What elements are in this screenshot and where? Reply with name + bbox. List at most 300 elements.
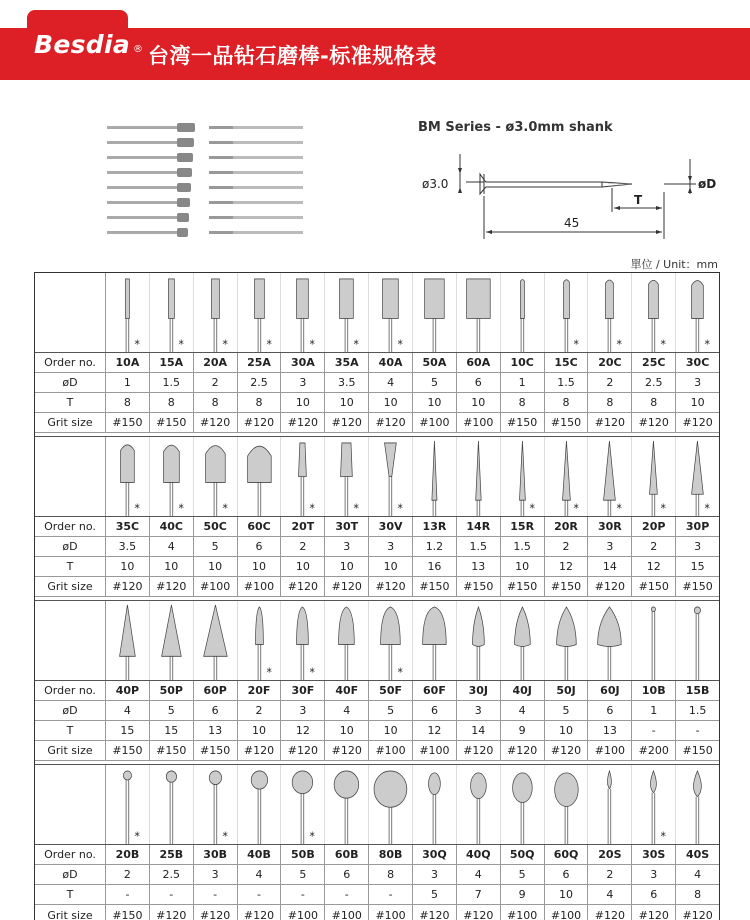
table-cell: 5: [194, 537, 238, 556]
table-cell: 8: [501, 393, 545, 412]
table-cell: 25B: [150, 845, 194, 864]
table-cell: 12: [545, 557, 589, 576]
table-cell: 50Q: [501, 845, 545, 864]
table-cell: 2.5: [150, 865, 194, 884]
table-cell: 20T: [281, 517, 325, 536]
table-cell: #120: [325, 413, 369, 432]
burr-icon-20a: [194, 273, 238, 352]
table-cell: 6: [413, 701, 457, 720]
table-cell: 10: [194, 557, 238, 576]
table-cell: #200: [632, 741, 676, 760]
svg-text:*: *: [660, 337, 667, 352]
burr-icon-20s: [588, 765, 632, 844]
row-label: Grit size: [35, 413, 106, 432]
burr-icon-40b: [238, 765, 282, 844]
burr-icon-60f: [413, 601, 457, 680]
table-cell: 4: [457, 865, 501, 884]
table-cell: #100: [238, 577, 282, 596]
table-cell: 13R: [413, 517, 457, 536]
table-cell: 3.5: [106, 537, 150, 556]
table-cell: 35C: [106, 517, 150, 536]
svg-text:*: *: [310, 501, 316, 516]
burr-icon-30t: [325, 437, 369, 516]
table-cell: #100: [457, 413, 501, 432]
burr-icon-40p: [106, 601, 150, 680]
table-cell: 50A: [413, 353, 457, 372]
table-cell: 25C: [632, 353, 676, 372]
table-cell: #120: [281, 741, 325, 760]
svg-text:*: *: [617, 501, 623, 516]
table-cell: 30B: [194, 845, 238, 864]
table-cell: #100: [281, 905, 325, 920]
svg-text:*: *: [134, 829, 140, 844]
burr-icons-row: [35, 601, 719, 681]
table-cell: 40P: [106, 681, 150, 700]
table-cell: #120: [457, 741, 501, 760]
table-cell: 3: [281, 701, 325, 720]
table-cell: 2.5: [632, 373, 676, 392]
burr-icon-13r: [413, 437, 457, 516]
table-cell: -: [238, 885, 282, 904]
page-title: 台湾一品钻石磨棒-标准规格表: [148, 44, 437, 68]
table-cell: 1: [106, 373, 150, 392]
table-cell: #150: [632, 577, 676, 596]
table-cell: 15: [150, 721, 194, 740]
table-cell: 2: [588, 373, 632, 392]
table-cell: 8: [545, 393, 589, 412]
svg-text:*: *: [529, 501, 535, 516]
burr-icon-50j: [545, 601, 589, 680]
burr-icon-50f: [369, 601, 413, 680]
table-cell: 60A: [457, 353, 501, 372]
table-cell: 40B: [238, 845, 282, 864]
dimension-drawing: [412, 144, 730, 244]
table-cell: 10: [281, 557, 325, 576]
table-cell: #100: [413, 413, 457, 432]
table-cell: 10: [238, 721, 282, 740]
burr-icon-25c: [632, 273, 676, 352]
table-cell: 1.2: [413, 537, 457, 556]
table-cell: 40S: [685, 848, 710, 861]
burr-icon-50q: [501, 765, 545, 844]
row-label: T: [35, 721, 106, 740]
table-cell: 5: [545, 701, 589, 720]
table-cell: 12: [632, 557, 676, 576]
burr-icon-30q: [413, 765, 457, 844]
table-cell: #150: [682, 744, 713, 757]
table-cell: 40Q: [457, 845, 501, 864]
burr-icon-30p: [676, 437, 719, 516]
table-cell: #120: [150, 577, 194, 596]
row-label: Order no.: [35, 517, 106, 536]
table-cell: 6: [457, 373, 501, 392]
table-cell: 50B: [281, 845, 325, 864]
table-cell: #150: [457, 577, 501, 596]
table-cell: 10: [325, 557, 369, 576]
row-label: Order no.: [35, 845, 106, 864]
table-cell: 10: [369, 721, 413, 740]
burr-icon-30j: [457, 601, 501, 680]
table-cell: 10A: [106, 353, 150, 372]
burr-icon-25a: [238, 273, 282, 352]
svg-text:*: *: [134, 337, 140, 352]
table-row: [35, 537, 719, 557]
table-cell: 1: [501, 373, 545, 392]
table-cell: 2: [238, 701, 282, 720]
table-cell: #150: [194, 741, 238, 760]
head-diameter-label: øD: [698, 177, 717, 191]
table-cell: 10: [238, 557, 282, 576]
table-cell: 8: [106, 393, 150, 412]
table-cell: 14: [457, 721, 501, 740]
table-cell: #120: [194, 905, 238, 920]
table-cell: 15A: [150, 353, 194, 372]
burr-icon-50a: [413, 273, 457, 352]
table-cell: #120: [281, 577, 325, 596]
table-cell: #120: [632, 413, 676, 432]
table-row: [35, 741, 719, 761]
table-cell: 13: [457, 557, 501, 576]
table-row: [35, 865, 719, 885]
table-cell: 1.5: [545, 373, 589, 392]
burr-icon-30b: [194, 765, 238, 844]
table-cell: 1.5: [501, 537, 545, 556]
table-cell: 40A: [369, 353, 413, 372]
table-cell: 3.5: [325, 373, 369, 392]
table-cell: 10: [325, 393, 369, 412]
table-cell: 3: [632, 865, 676, 884]
table-cell: #120: [325, 577, 369, 596]
burr-icon-20b: [106, 765, 150, 844]
svg-text:*: *: [310, 337, 316, 352]
table-cell: #150: [106, 905, 150, 920]
table-cell: 60C: [238, 517, 282, 536]
table-cell: #150: [545, 577, 589, 596]
table-cell: #120: [588, 905, 632, 920]
svg-text:*: *: [222, 829, 228, 844]
table-cell: 30S: [632, 845, 676, 864]
table-cell: 2: [545, 537, 589, 556]
table-row: [35, 577, 719, 597]
burr-icon-40c: [150, 437, 194, 516]
burr-icons-row: [35, 273, 719, 353]
svg-text:*: *: [310, 829, 316, 844]
table-cell: 10: [413, 393, 457, 412]
table-cell: -: [695, 724, 700, 737]
svg-text:*: *: [660, 829, 667, 844]
table-cell: 9: [501, 721, 545, 740]
table-cell: -: [281, 885, 325, 904]
table-cell: 5: [150, 701, 194, 720]
table-cell: 60B: [325, 845, 369, 864]
table-cell: #150: [150, 413, 194, 432]
table-cell: 10: [690, 396, 705, 409]
table-row: [35, 885, 719, 905]
row-label: øD: [35, 537, 106, 556]
table-cell: 8: [150, 393, 194, 412]
burr-icon-15b: [676, 601, 719, 680]
table-cell: 20R: [545, 517, 589, 536]
table-cell: 6: [194, 701, 238, 720]
table-cell: 2: [106, 865, 150, 884]
row-label: Grit size: [35, 905, 106, 920]
svg-text:*: *: [397, 337, 404, 352]
table-cell: 10: [501, 557, 545, 576]
burr-icon-60a: [457, 273, 501, 352]
table-cell: 5: [281, 865, 325, 884]
table-cell: 15: [690, 560, 705, 573]
table-cell: 4: [501, 701, 545, 720]
table-cell: 50P: [150, 681, 194, 700]
table-cell: #120: [238, 741, 282, 760]
table-cell: #120: [632, 905, 676, 920]
svg-text:*: *: [397, 501, 404, 516]
table-cell: #100: [369, 741, 413, 760]
row-label: T: [35, 557, 106, 576]
table-cell: 8: [632, 393, 676, 412]
table-cell: 10: [369, 557, 413, 576]
table-cell: 1.5: [150, 373, 194, 392]
burr-icon-60q: [545, 765, 589, 844]
table-cell: 25A: [238, 353, 282, 372]
table-cell: 40C: [150, 517, 194, 536]
svg-text:*: *: [310, 665, 316, 680]
table-cell: 4: [150, 537, 194, 556]
table-cell: 50C: [194, 517, 238, 536]
table-cell: #100: [588, 741, 632, 760]
svg-text:*: *: [573, 337, 579, 352]
table-cell: #150: [501, 577, 545, 596]
burr-icon-20c: [588, 273, 632, 352]
burr-icon-60b: [325, 765, 369, 844]
table-cell: 14R: [457, 517, 501, 536]
table-cell: 10: [369, 393, 413, 412]
table-cell: #150: [501, 413, 545, 432]
table-cell: 12: [413, 721, 457, 740]
table-cell: #120: [238, 413, 282, 432]
table-cell: #120: [325, 741, 369, 760]
burr-icon-30s: [632, 765, 676, 844]
table-cell: 30Q: [413, 845, 457, 864]
table-cell: 10: [325, 721, 369, 740]
unit-label: 單位 / Unit：mm: [630, 258, 718, 271]
row-label: øD: [35, 373, 106, 392]
table-cell: #150: [413, 577, 457, 596]
table-cell: 8: [369, 865, 413, 884]
table-cell: 60P: [194, 681, 238, 700]
table-cell: 6: [238, 537, 282, 556]
series-title: BM Series - ø3.0mm shank: [418, 120, 613, 135]
burr-icon-10a: [106, 273, 150, 352]
table-cell: #120: [682, 908, 713, 920]
table-cell: 2: [194, 373, 238, 392]
table-row: [35, 905, 719, 920]
table-cell: 2: [588, 865, 632, 884]
table-cell: 5: [413, 373, 457, 392]
burr-icon-60c: [238, 437, 282, 516]
table-cell: 1.5: [688, 704, 707, 717]
table-cell: #100: [501, 905, 545, 920]
table-cell: 8: [588, 393, 632, 412]
table-cell: 10: [150, 557, 194, 576]
table-cell: -: [369, 885, 413, 904]
table-cell: 6: [325, 865, 369, 884]
burr-icon-50b: [281, 765, 325, 844]
table-cell: 20C: [588, 353, 632, 372]
burr-icon-20t: [281, 437, 325, 516]
burr-icon-35c: [106, 437, 150, 516]
table-cell: 10: [545, 885, 589, 904]
burr-icon-40q: [457, 765, 501, 844]
table-cell: 4: [694, 868, 702, 881]
table-cell: 50F: [369, 681, 413, 700]
row-label: Grit size: [35, 577, 106, 596]
burr-icon-20f: [238, 601, 282, 680]
table-row: [35, 845, 719, 865]
row-label: T: [35, 393, 106, 412]
table-cell: 15C: [545, 353, 589, 372]
row-label: øD: [35, 865, 106, 884]
table-cell: 4: [106, 701, 150, 720]
svg-text:*: *: [134, 501, 140, 516]
table-cell: 13: [194, 721, 238, 740]
svg-text:*: *: [353, 337, 360, 352]
burr-icon-25b: [150, 765, 194, 844]
table-cell: 60J: [588, 681, 632, 700]
svg-text:*: *: [222, 337, 228, 352]
table-cell: 4: [238, 865, 282, 884]
table-cell: 5: [501, 865, 545, 884]
burr-icon-30v: [369, 437, 413, 516]
table-cell: 80B: [369, 845, 413, 864]
table-cell: 15: [106, 721, 150, 740]
brand-logo: Besdia: [34, 30, 131, 59]
burr-icon-14r: [457, 437, 501, 516]
table-cell: 3: [413, 865, 457, 884]
table-block: [35, 761, 719, 920]
table-cell: 6: [588, 701, 632, 720]
svg-text:*: *: [660, 501, 667, 516]
svg-text:*: *: [704, 337, 711, 352]
table-cell: #120: [501, 741, 545, 760]
svg-text:*: *: [704, 501, 711, 516]
table-cell: 15R: [501, 517, 545, 536]
table-cell: 20S: [588, 845, 632, 864]
table-cell: 2: [281, 537, 325, 556]
svg-text:*: *: [573, 501, 579, 516]
svg-text:*: *: [397, 665, 404, 680]
burr-icon-10c: [501, 273, 545, 352]
burr-icon-20r: [545, 437, 589, 516]
registered-mark: ®: [133, 44, 143, 55]
table-cell: #100: [194, 577, 238, 596]
table-row: [35, 701, 719, 721]
burr-icon-20p: [632, 437, 676, 516]
table-cell: -: [325, 885, 369, 904]
burr-icon-15a: [150, 273, 194, 352]
table-cell: 3: [281, 373, 325, 392]
table-cell: 2.5: [238, 373, 282, 392]
table-cell: 8: [194, 393, 238, 412]
t-dimension-label: T: [634, 193, 643, 207]
table-cell: 20F: [238, 681, 282, 700]
table-cell: 20A: [194, 353, 238, 372]
burr-icon-40f: [325, 601, 369, 680]
table-cell: 5: [369, 701, 413, 720]
table-cell: 15B: [685, 684, 710, 697]
row-label: T: [35, 885, 106, 904]
table-cell: #150: [150, 741, 194, 760]
table-cell: 10: [545, 721, 589, 740]
table-cell: #150: [682, 580, 713, 593]
table-cell: #120: [413, 905, 457, 920]
burr-icon-15r: [501, 437, 545, 516]
burr-icon-40s: [676, 765, 719, 844]
table-cell: #100: [325, 905, 369, 920]
table-cell: 30T: [325, 517, 369, 536]
table-cell: 3: [694, 376, 702, 389]
table-cell: 30J: [457, 681, 501, 700]
table-cell: #100: [369, 905, 413, 920]
spec-table: [34, 272, 720, 920]
table-row: [35, 393, 719, 413]
table-cell: 30V: [369, 517, 413, 536]
burr-icon-40j: [501, 601, 545, 680]
table-row: [35, 353, 719, 373]
burr-icon-40a: [369, 273, 413, 352]
table-cell: 16: [413, 557, 457, 576]
table-cell: #120: [238, 905, 282, 920]
svg-text:*: *: [617, 337, 623, 352]
burr-icon-50p: [150, 601, 194, 680]
table-cell: #120: [588, 413, 632, 432]
table-cell: #120: [106, 577, 150, 596]
burr-icon-30r: [588, 437, 632, 516]
table-cell: 3: [588, 537, 632, 556]
table-cell: #100: [413, 741, 457, 760]
length-label: 45: [564, 216, 580, 230]
product-photo: [105, 118, 305, 248]
table-cell: #120: [588, 577, 632, 596]
burr-icon-60p: [194, 601, 238, 680]
table-cell: 14: [588, 557, 632, 576]
table-cell: 13: [588, 721, 632, 740]
table-cell: #100: [545, 905, 589, 920]
table-row: [35, 681, 719, 701]
burr-icon-10b: [632, 601, 676, 680]
table-cell: #120: [281, 413, 325, 432]
table-cell: 4: [369, 373, 413, 392]
table-cell: -: [106, 885, 150, 904]
burr-icons-row: [35, 437, 719, 517]
table-cell: 30F: [281, 681, 325, 700]
table-cell: 1.5: [457, 537, 501, 556]
table-cell: 10: [106, 557, 150, 576]
svg-text:*: *: [266, 665, 272, 680]
burr-icons-row: [35, 765, 719, 845]
svg-text:*: *: [178, 337, 184, 352]
svg-text:*: *: [353, 501, 360, 516]
row-label: Order no.: [35, 681, 106, 700]
row-label: Grit size: [35, 741, 106, 760]
table-cell: #120: [150, 905, 194, 920]
table-cell: 3: [694, 540, 702, 553]
table-row: [35, 517, 719, 537]
table-cell: #120: [369, 413, 413, 432]
table-cell: 30R: [588, 517, 632, 536]
table-cell: 10: [457, 393, 501, 412]
table-cell: 40J: [501, 681, 545, 700]
